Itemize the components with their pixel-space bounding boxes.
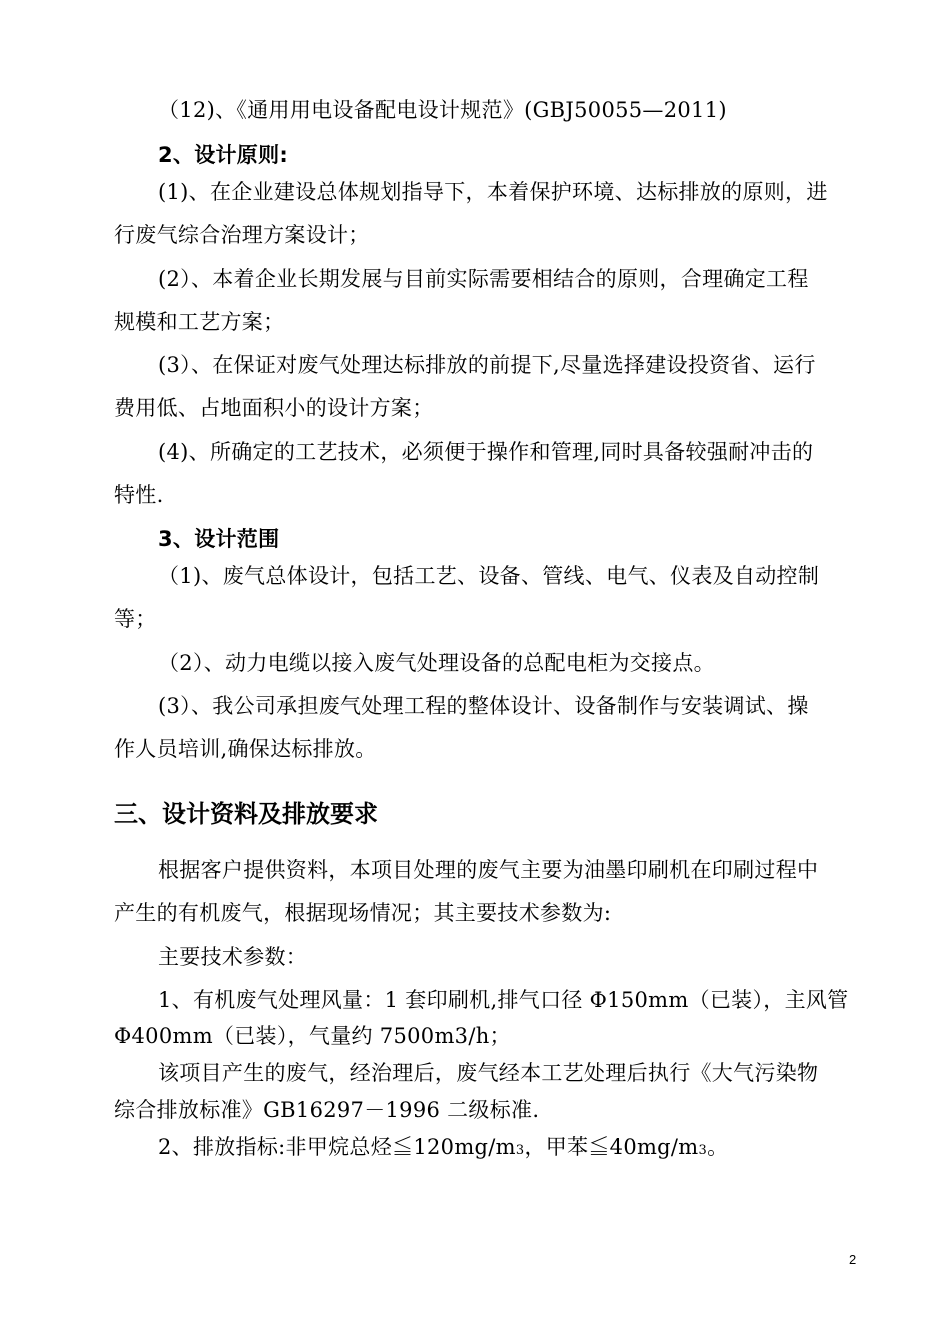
page-number: 2	[849, 1252, 857, 1267]
paragraph-line: (3）、在保证对废气处理达标排放的前提下,尽量选择建设投资省、运行	[158, 353, 816, 377]
paragraph-line: (1)、在企业建设总体规划指导下，本着保护环境、达标排放的原则，进	[158, 180, 828, 204]
paragraph-line: (4)、所确定的工艺技术，必须便于操作和管理,同时具备较强耐冲击的	[158, 440, 814, 464]
emission-text: ，甲苯≦40mg/m	[524, 1135, 699, 1159]
paragraph-line: 特性.	[114, 483, 164, 507]
paragraph-line: 作人员培训,确保达标排放。	[114, 737, 377, 761]
superscript: 3	[698, 1143, 708, 1158]
paragraph-line: 行废气综合治理方案设计；	[114, 223, 370, 247]
emission-indicators-line	[158, 1133, 728, 1165]
paragraph-line: 该项目产生的废气，经治理后，废气经本工艺处理后执行《大气污染物	[158, 1061, 819, 1085]
paragraph-line: 产生的有机废气，根据现场情况；其主要技术参数为:	[114, 901, 612, 925]
paragraph-line: 等；	[114, 607, 157, 631]
emission-text: 。	[707, 1135, 729, 1159]
paragraph-line: 费用低、占地面积小的设计方案；	[114, 396, 434, 420]
paragraph-line: 1、有机废气处理风量：1 套印刷机,排气口径 Φ150mm（已装），主风管	[158, 988, 849, 1012]
paragraph-line: 规模和工艺方案；	[114, 310, 285, 334]
paragraph-line: 主要技术参数：	[158, 945, 308, 969]
paragraph-line: 根据客户提供资料，本项目处理的废气主要为油墨印刷机在印刷过程中	[158, 858, 819, 882]
paragraph-line: （1)、废气总体设计，包括工艺、设备、管线、电气、仪表及自动控制	[158, 564, 820, 588]
paragraph-line: (3）、我公司承担废气处理工程的整体设计、设备制作与安装调试、操	[158, 694, 809, 718]
section-heading: 三、设计资料及排放要求	[114, 800, 378, 828]
superscript: 3	[515, 1143, 525, 1158]
paragraph-line: Φ400mm（已装），气量约 7500m3/h；	[114, 1024, 511, 1048]
subheading-design-scope: 3、设计范围	[158, 527, 280, 551]
reference-item-12: （12)、《通用用电设备配电设计规范》(GBJ50055—2011)	[158, 98, 727, 122]
paragraph-line: (2）、本着企业长期发展与目前实际需要相结合的原则，合理确定工程	[158, 267, 809, 291]
paragraph-line: （2）、动力电缆以接入废气处理设备的总配电柜为交接点。	[158, 651, 715, 675]
emission-text: 2、排放指标:非甲烷总烃≦120mg/m	[158, 1135, 516, 1159]
subheading-design-principles: 2、设计原则:	[158, 143, 289, 167]
paragraph-line: 综合排放标准》GB16297－1996 二级标准.	[114, 1098, 540, 1122]
